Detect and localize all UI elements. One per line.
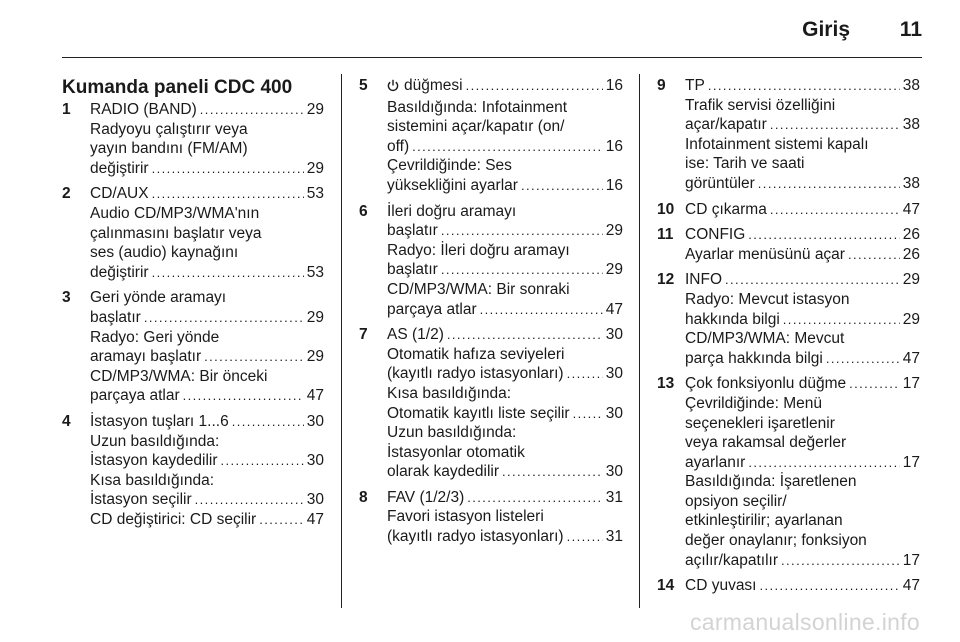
index-entry bbox=[90, 100, 324, 120]
entry-text: TP bbox=[685, 77, 705, 94]
entry-text: Infotainment sistemi kapalı bbox=[685, 135, 869, 153]
index-entry bbox=[90, 490, 324, 510]
index-entry bbox=[685, 270, 920, 290]
legend-item bbox=[359, 325, 623, 482]
page-reference[interactable]: 29 bbox=[306, 101, 324, 118]
entry-text: Radyoyu çalıştırır veya bbox=[90, 120, 248, 138]
entry-text: Radyo: İleri doğru aramayı bbox=[387, 241, 570, 259]
entry-text: aramayı başlatır bbox=[90, 348, 202, 366]
entry-text: sistemini açar/kapatır (on/ bbox=[387, 118, 565, 136]
page-reference[interactable]: 16 bbox=[605, 137, 623, 155]
dot-leader bbox=[204, 347, 304, 367]
entry-text: CD/MP3/WMA: Bir sonraki bbox=[387, 280, 570, 298]
entry-text: Radyo: Geri yönde bbox=[90, 328, 220, 346]
page-reference[interactable]: 47 bbox=[902, 200, 920, 218]
legend-item bbox=[62, 412, 324, 530]
entry-text: hakkında bilgi bbox=[685, 310, 780, 328]
entry-text: CD yuvası bbox=[685, 577, 757, 595]
index-entry bbox=[387, 300, 623, 320]
legend-item bbox=[657, 374, 920, 570]
page-reference[interactable]: 30 bbox=[605, 404, 623, 422]
index-entry bbox=[90, 159, 324, 179]
dot-leader bbox=[467, 488, 603, 508]
entry-text: opsiyon seçilir/ bbox=[685, 492, 787, 510]
page-reference[interactable]: 16 bbox=[605, 77, 623, 94]
index-entry bbox=[387, 221, 623, 241]
entry-text: ses (audio) kaynağını bbox=[90, 244, 239, 262]
entry-text: yüksekliğini ayarlar bbox=[387, 176, 518, 194]
entry-text: değiştirir bbox=[90, 263, 149, 281]
entry-text: Basıldığında: İşaretlenen bbox=[685, 473, 857, 491]
index-entry bbox=[685, 453, 920, 473]
entry-text: Çevrildiğinde: Menü bbox=[685, 394, 822, 412]
dot-leader bbox=[441, 221, 603, 241]
dot-leader bbox=[152, 159, 304, 179]
page-reference[interactable]: 38 bbox=[902, 174, 920, 192]
entry-text: açar/kapatır bbox=[685, 116, 767, 134]
entry-text: Çevrildiğinde: Ses bbox=[387, 157, 512, 175]
entry-text: ise: Tarih ve saati bbox=[685, 155, 805, 173]
dot-leader bbox=[195, 490, 304, 510]
entry-text: Geri yönde aramayı bbox=[90, 289, 227, 307]
legend-item bbox=[657, 76, 920, 194]
dot-leader bbox=[144, 308, 304, 328]
item-number: 2 bbox=[62, 185, 71, 203]
item-number: 1 bbox=[62, 101, 71, 118]
entry-text: CD/AUX bbox=[90, 185, 149, 203]
legend-item bbox=[62, 288, 324, 406]
dot-leader bbox=[502, 462, 603, 482]
dot-leader bbox=[567, 527, 603, 547]
index-entry bbox=[685, 349, 920, 369]
item-number: 5 bbox=[359, 77, 368, 94]
column-divider bbox=[341, 74, 342, 608]
header-divider bbox=[62, 57, 922, 58]
page-reference[interactable]: 17 bbox=[902, 453, 920, 471]
item-number: 12 bbox=[657, 271, 675, 289]
dot-leader bbox=[848, 245, 900, 265]
entry-text: Audio CD/MP3/WMA'nın bbox=[90, 204, 260, 222]
dot-leader bbox=[758, 174, 900, 194]
item-number: 11 bbox=[657, 226, 674, 244]
entry-text: AS (1/2) bbox=[387, 326, 444, 344]
item-number: 9 bbox=[657, 77, 666, 94]
index-entry bbox=[685, 115, 920, 135]
dot-leader bbox=[725, 270, 900, 290]
entry-text: başlatır bbox=[90, 308, 141, 326]
section-title: Kumanda paneli CDC 400 bbox=[62, 77, 293, 98]
legend-item bbox=[359, 202, 623, 320]
legend-item bbox=[359, 76, 623, 196]
page-reference[interactable]: 31 bbox=[605, 488, 623, 506]
legend-item bbox=[657, 200, 920, 220]
page-reference[interactable]: 47 bbox=[306, 387, 324, 405]
entry-text: Trafik servisi özelliğini bbox=[685, 96, 836, 114]
entry-text: Otomatik hafıza seviyeleri bbox=[387, 345, 565, 363]
entry-text: FAV (1/2/3) bbox=[387, 488, 465, 506]
legend-item bbox=[657, 270, 920, 368]
legend-item bbox=[62, 184, 324, 282]
page-reference[interactable]: 29 bbox=[902, 271, 920, 289]
dot-leader bbox=[770, 115, 900, 135]
page-reference[interactable]: 17 bbox=[902, 551, 920, 569]
entry-text: parçaya atlar bbox=[90, 387, 180, 405]
page-reference[interactable]: 29 bbox=[605, 222, 623, 240]
legend-item bbox=[657, 225, 920, 264]
entry-text: (kayıtlı radyo istasyonları) bbox=[387, 365, 564, 383]
index-entry bbox=[387, 404, 623, 424]
dot-leader bbox=[781, 551, 900, 571]
column-1 bbox=[62, 76, 324, 535]
entry-text: parça hakkında bilgi bbox=[685, 349, 823, 367]
item-number: 3 bbox=[62, 289, 71, 307]
entry-text: Basıldığında: Infotainment bbox=[387, 98, 568, 116]
entry-text: CD değiştirici: CD seçilir bbox=[90, 510, 257, 528]
item-number: 6 bbox=[359, 202, 368, 220]
page-reference[interactable]: 47 bbox=[306, 510, 324, 528]
index-entry bbox=[387, 488, 623, 508]
page-reference[interactable]: 53 bbox=[306, 185, 324, 203]
index-entry bbox=[387, 260, 623, 280]
index-entry bbox=[685, 76, 920, 96]
index-entry bbox=[387, 176, 623, 196]
dot-leader bbox=[760, 576, 900, 596]
entry-text: İleri doğru aramayı bbox=[387, 202, 517, 220]
index-entry bbox=[685, 245, 920, 265]
entry-text: İstasyon kaydedilir bbox=[90, 452, 218, 470]
index-entry bbox=[685, 200, 920, 220]
entry-text: Kısa basıldığında: bbox=[387, 384, 512, 402]
entry-text: off) bbox=[387, 137, 410, 155]
entry-text: veya rakamsal değerler bbox=[685, 434, 847, 452]
page-reference[interactable]: 17 bbox=[902, 375, 920, 393]
page-reference[interactable]: 38 bbox=[902, 77, 920, 94]
dot-leader bbox=[708, 76, 900, 96]
entry-text: Kısa basıldığında: bbox=[90, 471, 215, 489]
page-reference[interactable]: 30 bbox=[306, 412, 324, 430]
dot-leader bbox=[232, 412, 304, 432]
entry-text: Uzun basıldığında: bbox=[90, 432, 220, 450]
page-reference[interactable]: 38 bbox=[902, 116, 920, 134]
entry-text: ayarlanır bbox=[685, 453, 746, 471]
page-reference[interactable]: 30 bbox=[605, 365, 623, 383]
item-number: 14 bbox=[657, 577, 675, 595]
entry-text: CONFIG bbox=[685, 226, 746, 244]
item-number: 10 bbox=[657, 200, 675, 218]
entry-text: değer onaylanır; fonksiyon bbox=[685, 532, 867, 550]
entry-text: Favori istasyon listeleri bbox=[387, 508, 544, 526]
entry-text: INFO bbox=[685, 271, 723, 289]
entry-text: çalınmasını başlatır veya bbox=[90, 224, 262, 242]
dot-leader bbox=[573, 404, 603, 424]
index-entry bbox=[387, 76, 623, 98]
dot-leader bbox=[466, 76, 603, 96]
entry-text: görüntüler bbox=[685, 174, 755, 192]
page-reference[interactable]: 29 bbox=[902, 310, 920, 328]
index-entry bbox=[90, 184, 324, 204]
column-divider bbox=[639, 74, 640, 608]
page-reference[interactable]: 29 bbox=[605, 261, 623, 279]
index-entry bbox=[90, 347, 324, 367]
index-entry bbox=[90, 412, 324, 432]
dot-leader bbox=[770, 200, 900, 220]
dot-leader bbox=[221, 451, 304, 471]
page-reference[interactable]: 53 bbox=[306, 263, 324, 281]
legend-item bbox=[359, 488, 623, 547]
page-reference[interactable]: 31 bbox=[605, 528, 623, 546]
dot-leader bbox=[183, 386, 304, 406]
page-reference[interactable]: 30 bbox=[605, 463, 623, 481]
dot-leader bbox=[152, 184, 304, 204]
entry-text: değiştirir bbox=[90, 159, 149, 177]
entry-text: düğmesi bbox=[404, 77, 463, 94]
page-reference[interactable]: 30 bbox=[605, 326, 623, 344]
page-reference[interactable]: 30 bbox=[306, 452, 324, 470]
entry-text: olarak kaydedilir bbox=[387, 463, 499, 481]
page-reference[interactable]: 26 bbox=[902, 245, 920, 263]
dot-leader bbox=[200, 100, 304, 120]
index-entry bbox=[90, 451, 324, 471]
page-reference[interactable]: 47 bbox=[605, 300, 623, 318]
entry-text: parçaya atlar bbox=[387, 300, 477, 318]
column-2 bbox=[359, 76, 623, 553]
page-number: 11 bbox=[899, 18, 922, 41]
entry-text: İstasyonlar otomatik bbox=[387, 443, 525, 461]
dot-leader bbox=[567, 364, 603, 384]
legend-item bbox=[62, 100, 324, 178]
dot-leader bbox=[447, 325, 603, 345]
index-entry bbox=[90, 386, 324, 406]
index-entry bbox=[685, 174, 920, 194]
power-icon bbox=[387, 78, 399, 98]
entry-text: İstasyon tuşları 1...6 bbox=[90, 412, 229, 430]
dot-leader bbox=[748, 453, 899, 473]
dot-leader bbox=[849, 374, 900, 394]
entry-text: CD/MP3/WMA: Bir önceki bbox=[90, 367, 268, 385]
item-number: 13 bbox=[657, 375, 675, 393]
entry-text: açılır/kapatılır bbox=[685, 551, 779, 569]
entry-text: Otomatik kayıtlı liste seçilir bbox=[387, 404, 570, 422]
dot-leader bbox=[259, 510, 304, 530]
dot-leader bbox=[826, 349, 900, 369]
item-number: 8 bbox=[359, 488, 368, 506]
entry-text: yayın bandını (FM/AM) bbox=[90, 140, 248, 158]
page-reference[interactable]: 26 bbox=[902, 226, 920, 244]
page-reference[interactable]: 47 bbox=[902, 349, 920, 367]
index-entry bbox=[387, 137, 623, 157]
dot-leader bbox=[480, 300, 603, 320]
page-reference[interactable]: 29 bbox=[306, 159, 324, 177]
watermark: carmanualsonline.info bbox=[689, 609, 920, 635]
legend-item bbox=[657, 576, 920, 596]
index-entry bbox=[387, 527, 623, 547]
entry-text: CD çıkarma bbox=[685, 200, 767, 218]
entry-text: Radyo: Mevcut istasyon bbox=[685, 290, 850, 308]
page-header bbox=[62, 14, 922, 54]
index-entry bbox=[90, 308, 324, 328]
index-entry bbox=[685, 225, 920, 245]
dot-leader bbox=[441, 260, 603, 280]
page-reference[interactable]: 29 bbox=[306, 308, 324, 326]
entry-text: Uzun basıldığında: bbox=[387, 424, 517, 442]
entry-text: başlatır bbox=[387, 222, 438, 240]
entry-text: Ayarlar menüsünü açar bbox=[685, 245, 845, 263]
index-entry bbox=[685, 374, 920, 394]
index-entry bbox=[90, 263, 324, 283]
entry-text: İstasyon seçilir bbox=[90, 491, 192, 509]
index-entry bbox=[387, 325, 623, 345]
entry-text: Çok fonksiyonlu düğme bbox=[685, 375, 847, 393]
entry-text: CD/MP3/WMA: Mevcut bbox=[685, 330, 845, 348]
item-number: 7 bbox=[359, 326, 368, 344]
entry-text: seçenekleri işaretlenir bbox=[685, 414, 835, 432]
dot-leader bbox=[783, 310, 900, 330]
dot-leader bbox=[152, 263, 304, 283]
index-entry bbox=[685, 576, 920, 596]
page-reference[interactable]: 30 bbox=[306, 491, 324, 509]
index-entry bbox=[387, 364, 623, 384]
dot-leader bbox=[748, 225, 899, 245]
page-reference[interactable]: 29 bbox=[306, 348, 324, 366]
entry-text: etkinleştirilir; ayarlanan bbox=[685, 512, 843, 530]
index-entry bbox=[387, 462, 623, 482]
dot-leader bbox=[412, 137, 603, 157]
index-entry bbox=[90, 510, 324, 530]
index-entry bbox=[685, 551, 920, 571]
entry-text: başlatır bbox=[387, 261, 438, 279]
dot-leader bbox=[521, 176, 603, 196]
column-3 bbox=[657, 76, 920, 602]
index-entry bbox=[685, 310, 920, 330]
entry-text: (kayıtlı radyo istasyonları) bbox=[387, 528, 564, 546]
page-reference[interactable]: 47 bbox=[902, 577, 920, 595]
page-reference[interactable]: 16 bbox=[605, 176, 623, 194]
entry-text: RADIO (BAND) bbox=[90, 101, 197, 118]
item-number: 4 bbox=[62, 412, 71, 430]
page-title: Giriş bbox=[802, 18, 850, 41]
